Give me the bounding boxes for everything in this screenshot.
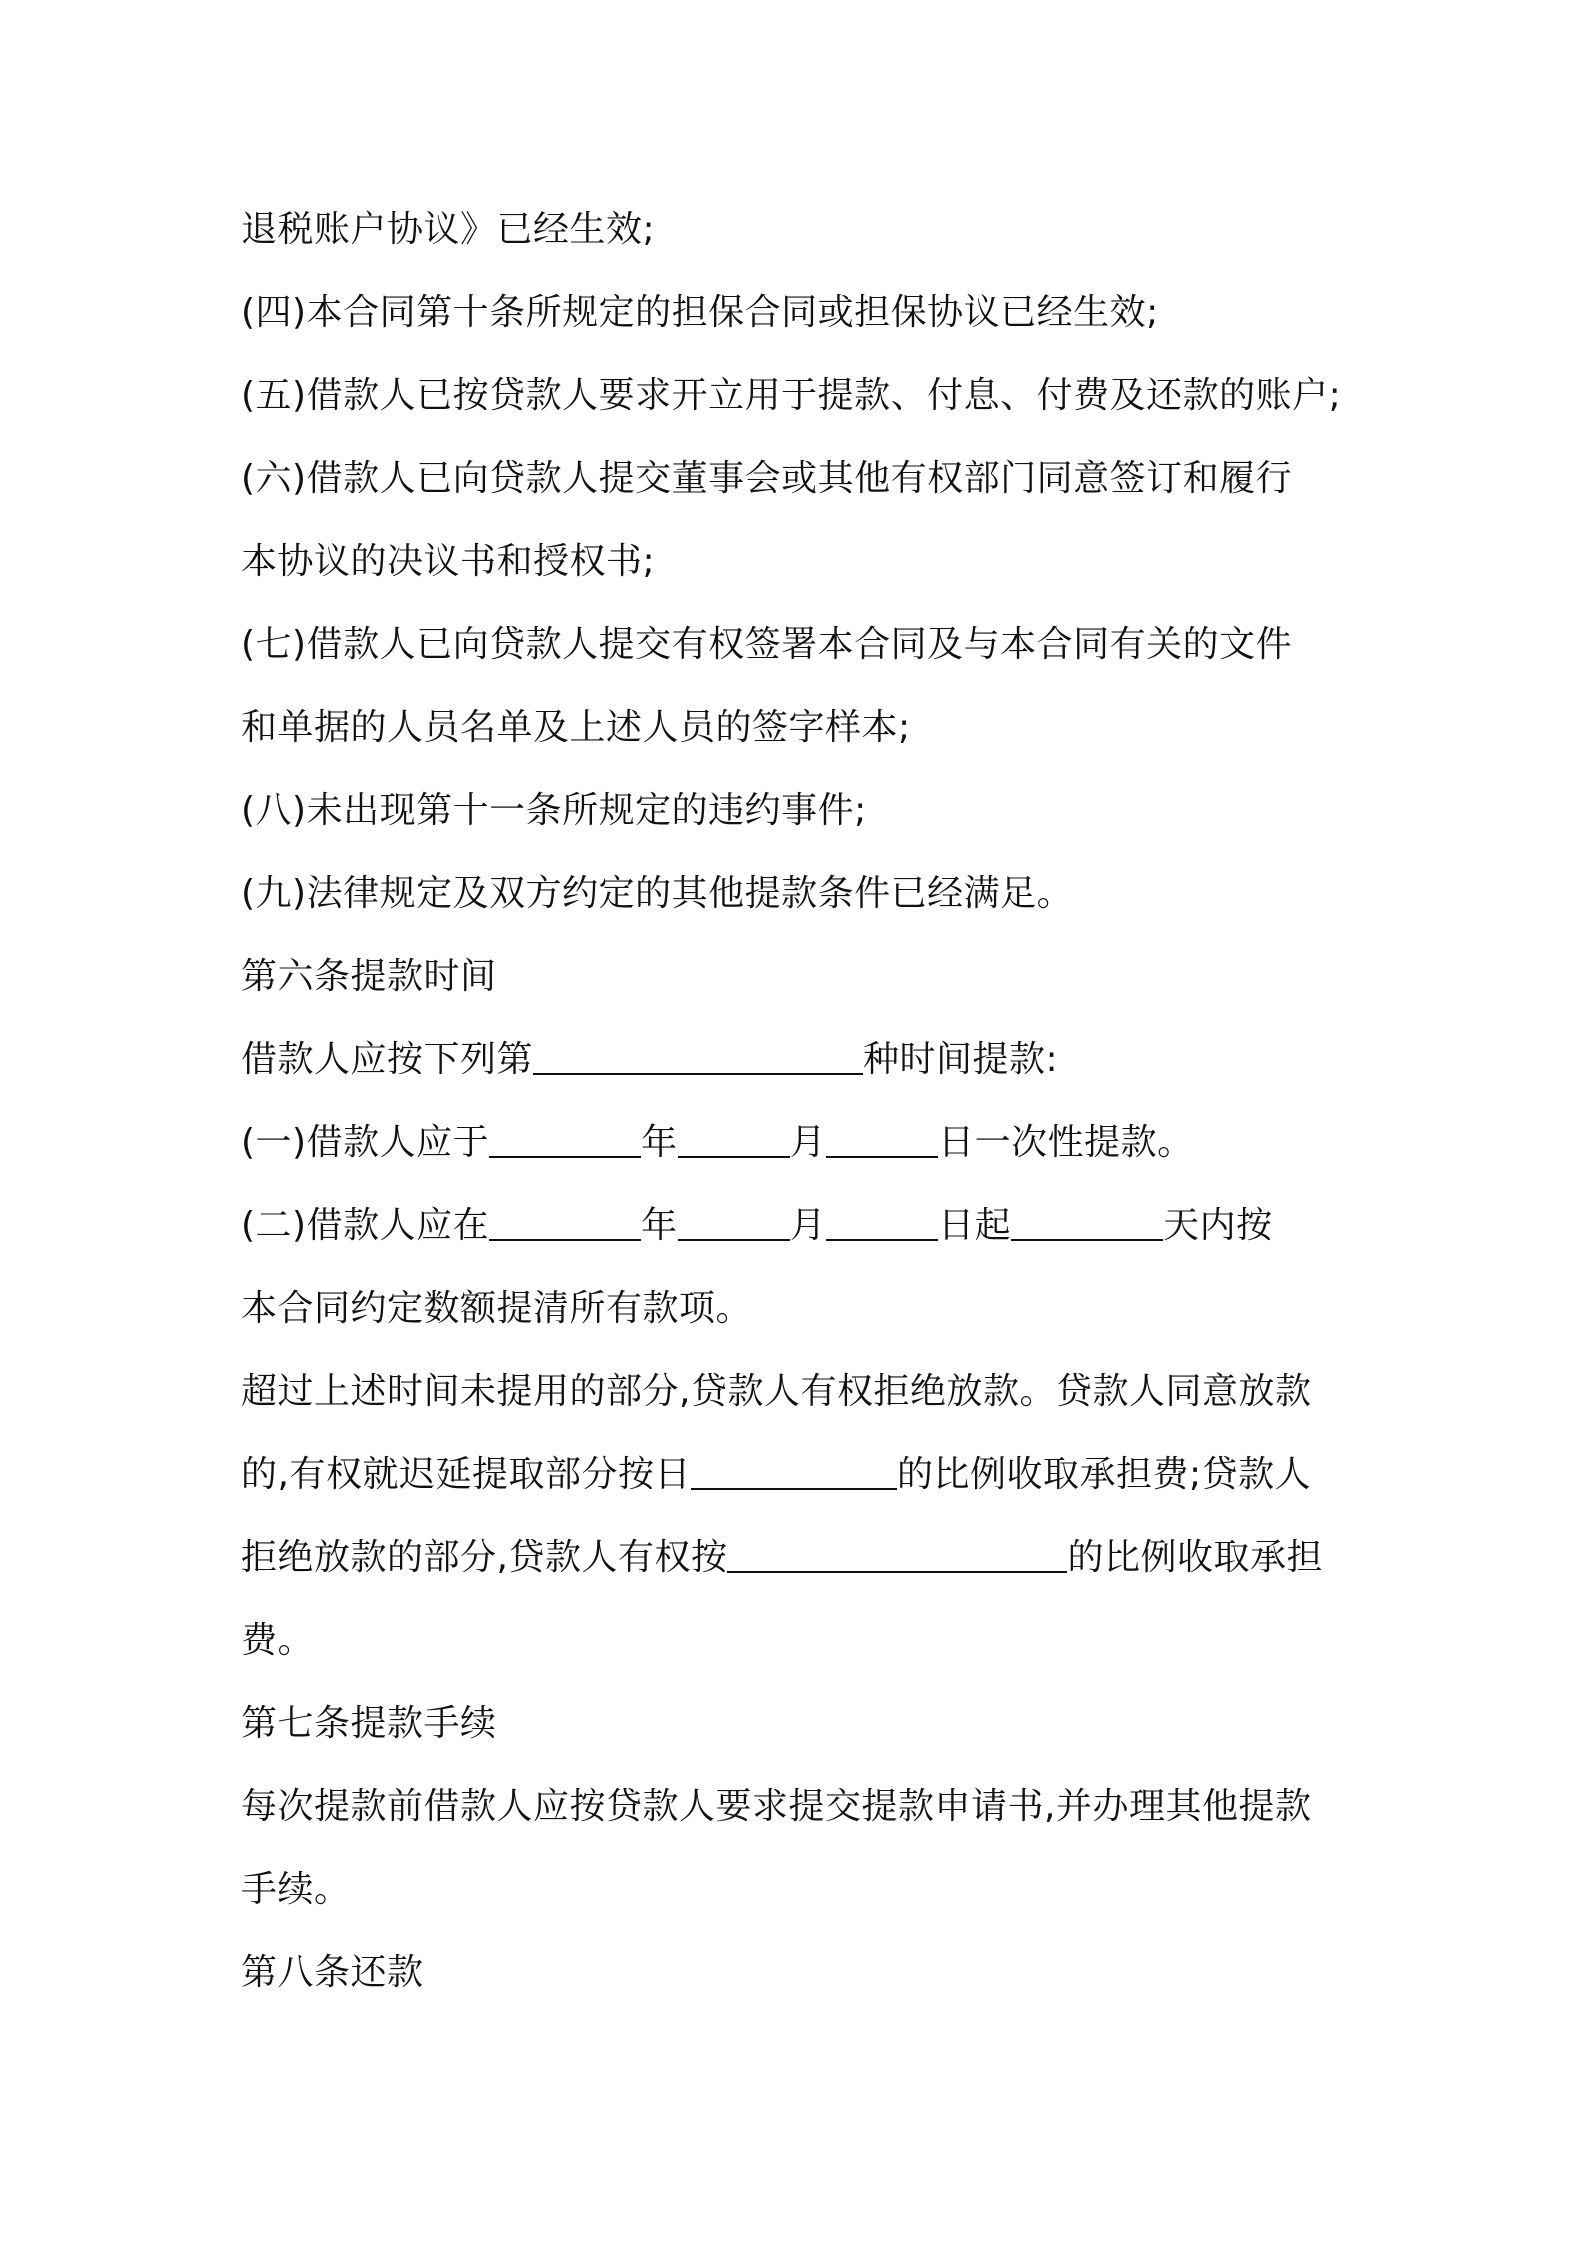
text-segment: 日起 xyxy=(938,1205,1012,1246)
clause-5: (五)借款人已按贷款人要求开立用于提款、付息、付费及还款的账户; xyxy=(241,375,1342,416)
text-segment: (二)借款人应在 xyxy=(241,1205,490,1246)
text-segment: 月 xyxy=(789,1122,827,1163)
article-8-heading: 第八条还款 xyxy=(241,1952,424,1993)
text-line: 手续。 xyxy=(241,1869,351,1910)
fill-blank xyxy=(727,1531,1067,1573)
withdrawal-method-line xyxy=(241,1030,1361,1090)
text-segment: 的比例收取承担 xyxy=(1067,1537,1323,1578)
text-line: 本协议的决议书和授权书; xyxy=(241,541,656,582)
clause-4: (四)本合同第十条所规定的担保合同或担保协议已经生效; xyxy=(241,292,1159,333)
clause-9: (九)法律规定及双方约定的其他提款条件已经满足。 xyxy=(241,873,1074,914)
fill-blank xyxy=(489,1116,641,1158)
text-line: 每次提款前借款人应按贷款人要求提交提款申请书,并办理其他提款 xyxy=(241,1786,1312,1827)
fill-blank xyxy=(678,1199,790,1241)
text-segment: 天内按 xyxy=(1163,1205,1273,1246)
commitment-fee-line-1 xyxy=(241,1445,1361,1505)
text-segment: 借款人应按下列第 xyxy=(241,1039,534,1080)
fill-blank xyxy=(826,1116,938,1158)
text-segment: 年 xyxy=(641,1205,678,1246)
article-7-heading: 第七条提款手续 xyxy=(241,1703,497,1744)
option-2-line xyxy=(241,1196,1361,1256)
text-segment: 的比例收取承担费;贷款人 xyxy=(896,1454,1312,1495)
text-segment: (一)借款人应于 xyxy=(241,1122,490,1163)
article-6-heading: 第六条提款时间 xyxy=(241,956,497,997)
text-segment: 的,有权就迟延提取部分按日 xyxy=(241,1454,691,1495)
text-line: 退税账户协议》已经生效; xyxy=(241,209,656,250)
text-line: 和单据的人员名单及上述人员的签字样本; xyxy=(241,707,911,748)
option-1-line xyxy=(241,1113,1361,1173)
fill-blank xyxy=(691,1448,897,1490)
fill-blank xyxy=(489,1199,641,1241)
clause-7: (七)借款人已向贷款人提交有权签署本合同及与本合同有关的文件 xyxy=(241,624,1293,665)
fill-blank xyxy=(826,1199,938,1241)
fill-blank xyxy=(678,1116,790,1158)
clause-8: (八)未出现第十一条所规定的违约事件; xyxy=(241,790,867,831)
commitment-fee-line-2 xyxy=(241,1528,1361,1588)
text-segment: 种时间提款: xyxy=(863,1039,1059,1080)
clause-6: (六)借款人已向贷款人提交董事会或其他有权部门同意签订和履行 xyxy=(241,458,1293,499)
text-segment: 拒绝放款的部分,贷款人有权按 xyxy=(241,1537,728,1578)
fill-blank xyxy=(533,1033,863,1075)
text-line: 本合同约定数额提清所有款项。 xyxy=(241,1288,753,1329)
text-segment: 日一次性提款。 xyxy=(938,1122,1194,1163)
text-line: 超过上述时间未提用的部分,贷款人有权拒绝放款。贷款人同意放款 xyxy=(241,1371,1312,1412)
fill-blank xyxy=(1011,1199,1163,1241)
text-segment: 年 xyxy=(641,1122,678,1163)
text-line: 费。 xyxy=(241,1620,315,1661)
text-segment: 月 xyxy=(789,1205,827,1246)
